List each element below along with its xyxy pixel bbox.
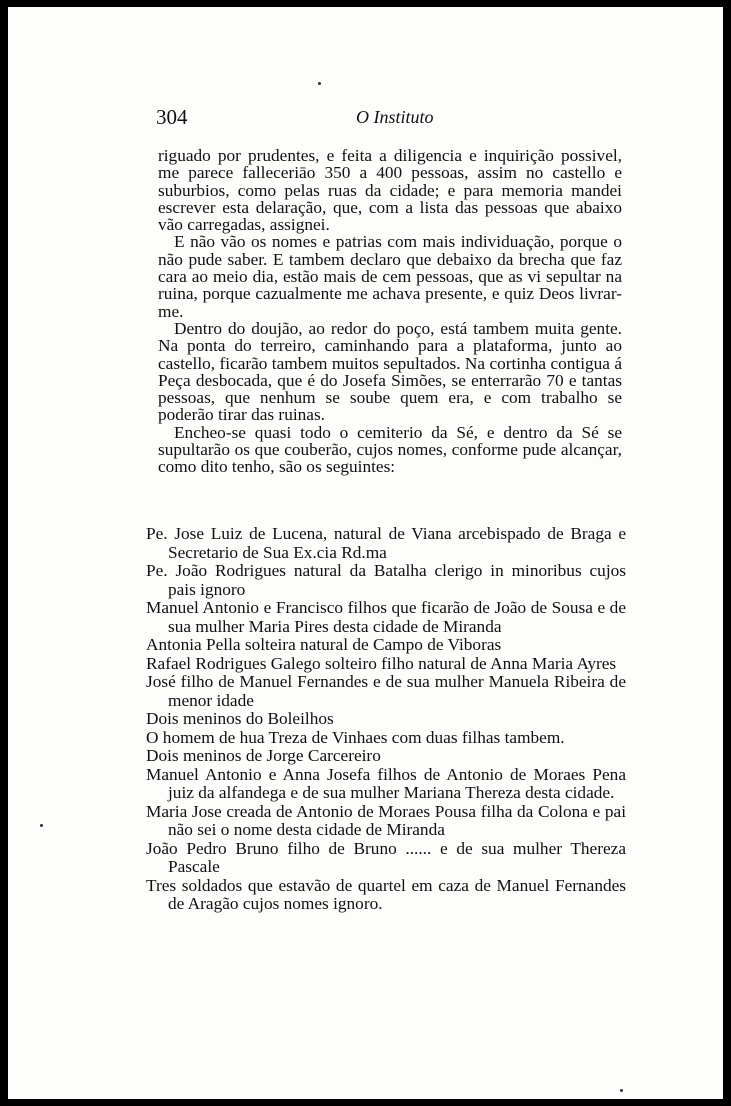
- list-item: O homem de hua Treza de Vinhaes com duas filhas tambem.: [146, 727, 565, 747]
- paragraph: E não vão os nomes e patrias com mais individuação, porque o não pude saber. E tambem declaro que debaixo da brecha que faz cara ao meio dia, estão mais de cem pessoas, que as vi sepultar na ruina, porque cazualmente me achava presente, e quiz Deos livrar-me.: [158, 232, 622, 321]
- list-item: Manuel Antonio e Anna Josefa filhos de Antonio de Moraes Pena juiz da alfandega e de sua mulher Mariana Thereza desta cidade.: [146, 764, 626, 802]
- list-item: João Pedro Bruno filho de Bruno ...... e de sua mulher Thereza Pascale: [146, 838, 626, 876]
- list-item: Dois meninos do Boleilhos: [146, 709, 334, 728]
- body-text: [158, 147, 622, 476]
- list-item: Maria Jose creada de Antonio de Moraes Pousa filha da Colona e pai não sei o nome desta cidade de Miranda: [146, 801, 626, 839]
- paragraph: riguado por prudentes, e feita a diligencia e inquirição possivel, me parece falleceriāo 350 a 400 pessoas, assim no castello e suburbios, como pelas ruas da cidade; e para memoria mandei escrever esta delaração, que, com a lista das pessoas que abaixo vão carregadas, assignei.: [158, 146, 622, 235]
- page-header: [156, 105, 622, 135]
- scan-speck: [318, 82, 321, 85]
- list-item: Rafael Rodrigues Galego solteiro filho natural de Anna Maria Ayres: [146, 653, 617, 673]
- book-page: [8, 7, 723, 1099]
- list-item: José filho de Manuel Fernandes e de sua mulher Manuela Ribeira de menor idade: [146, 672, 626, 710]
- running-title: O Instituto: [356, 107, 434, 127]
- paragraph: Dentro do doujão, ao redor do poço, está tambem muita gente. Na ponta do terreiro, caminhando para a plataforma, junto ao castello, ficarão tambem muitos sepultados. Na cortinha contigua á Peça desbocada, que é do Josefa Simões, se enterrarão 70 e tantas pessoas, que nenhum se soube quem era, e com trabalho se poderão tirar das ruinas.: [158, 318, 622, 425]
- scan-speck: [40, 824, 43, 827]
- list-item: Dois meninos de Jorge Carcereiro: [146, 746, 381, 765]
- list-item: Pe. Jose Luiz de Lucena, natural de Viana arcebispado de Braga e Secretario de Sua Ex.cia Rd.ma: [146, 524, 626, 562]
- list-item: Pe. João Rodrigues natural da Batalha clerigo in minoribus cujos pais ignoro: [146, 561, 626, 599]
- list-item: Manuel Antonio e Francisco filhos que ficarão de João de Sousa e de sua mulher Maria Pires desta cidade de Miranda: [146, 598, 626, 636]
- list-item: Antonia Pella solteira natural de Campo de Viboras: [146, 635, 502, 654]
- scan-speck: [620, 1089, 623, 1092]
- list-item: Tres soldados que estavão de quartel em caza de Manuel Fernandes de Aragão cujos nomes ignoro.: [146, 875, 626, 913]
- names-list: [146, 525, 626, 914]
- paragraph: Encheo-se quasi todo o cemiterio da Sé, e dentro da Sé se supultarão os que couberão, cujos nomes, conforme pude alcançar, como dito tenho, são os seguintes:: [158, 422, 622, 477]
- page-number: 304: [156, 105, 188, 129]
